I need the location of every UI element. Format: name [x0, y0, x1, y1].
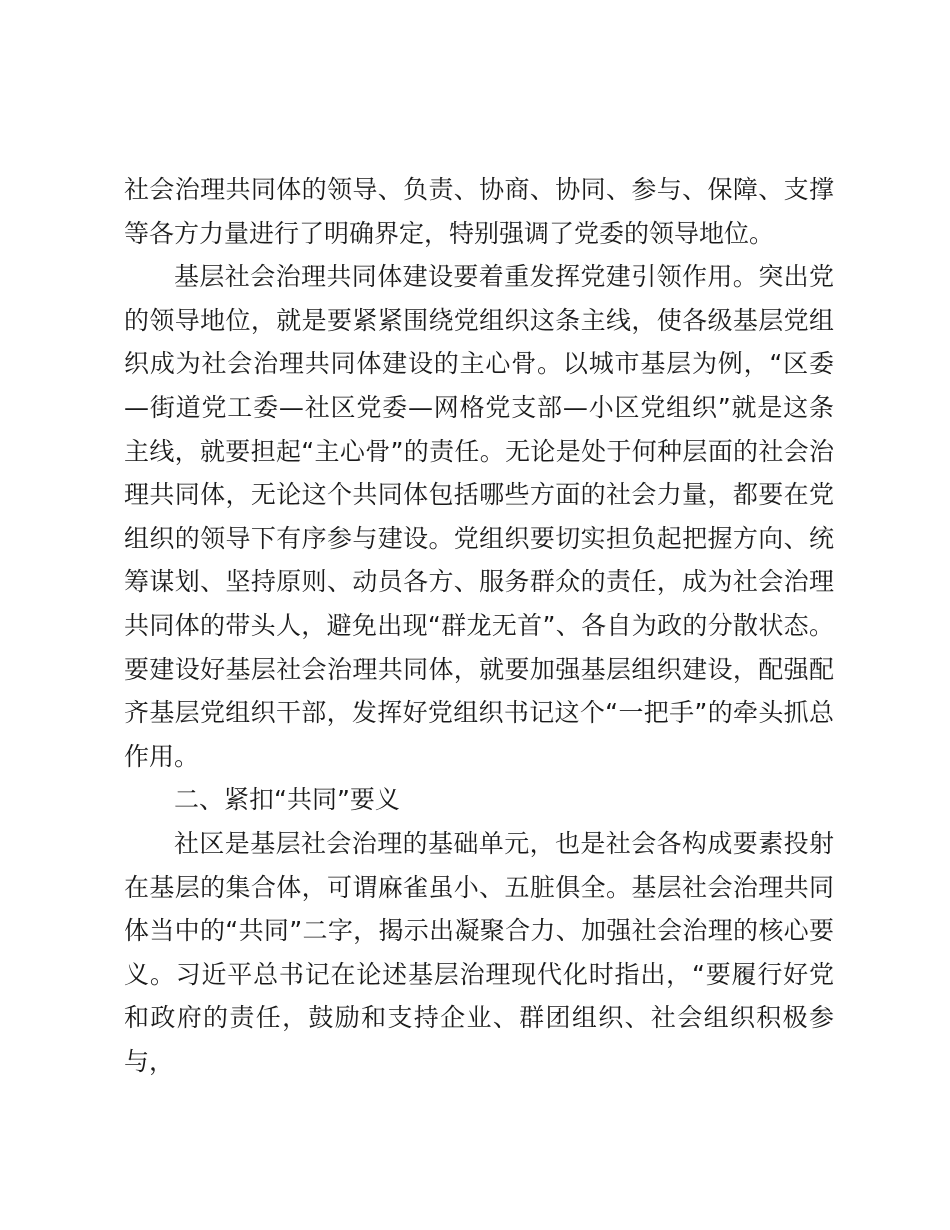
- paragraph-party-leadership: 基层社会治理共同体建设要着重发挥党建引领作用。突出党的领导地位，就是要紧紧围绕党组织这条主线，使各级基层党组织成为社会治理共同体建设的主心骨。以城市基层为例，“区委—街道党工委—社区党委—网格党支部—小区党组织”就是这条主线，就要担起“主心骨”的责任。无论是处于何种层面的社会治理共同体，无论这个共同体包括哪些方面的社会力量，都要在党组织的领导下有序参与建设。党组织要切实担负起把握方向、统筹谋划、坚持原则、动员各方、服务群众的责任，成为社会治理共同体的带头人，避免出现“群龙无首”、各自为政的分散状态。要建设好基层社会治理共同体，就要加强基层组织建设，配强配齐基层党组织干部，发挥好党组织书记这个“一把手”的牵头抓总作用。: [124, 262, 834, 771]
- paragraph-continuation: 社会治理共同体的领导、负责、协商、协同、参与、保障、支撑等各方力量进行了明确界定，特别强调了党委的领导地位。: [124, 175, 834, 248]
- paragraph-community: 社区是基层社会治理的基础单元，也是社会各构成要素投射在基层的集合体，可谓麻雀虽小、五脏俱全。基层社会治理共同体当中的“共同”二字，揭示出凝聚合力、加强社会治理的核心要义。习近平总书记在论述基层治理现代化时指出，“要履行好党和政府的责任，鼓励和支持企业、群团组织、社会组织积极参与，: [124, 828, 834, 1076]
- section-heading: 二、紧扣“共同”要义: [174, 785, 400, 815]
- document-body: [124, 168, 834, 1083]
